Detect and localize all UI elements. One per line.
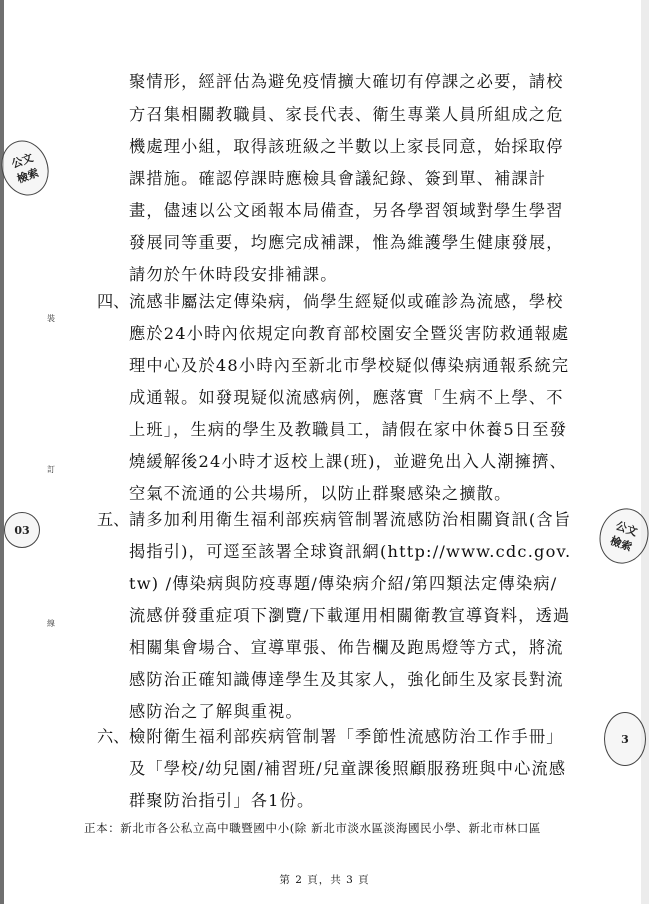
binding-mark-top: 裝: [47, 314, 55, 323]
paragraph-number: 五、: [97, 510, 130, 529]
document-seal-right-middle: 公文 檢索: [592, 501, 649, 570]
text-line: 空氣不流通的公共場所，以防止群聚感染之擴散。: [129, 484, 512, 503]
text-line: 檢附衛生福利部疾病管制署「季節性流感防治工作手冊」: [129, 727, 564, 746]
text-line: 感防治正確知識傳達學生及其家人，強化師生及家長對流: [129, 670, 564, 689]
text-line: tw) /傳染病與防疫專題/傳染病介紹/第四類法定傳染病/: [129, 574, 558, 593]
text-line: 流感非屬法定傳染病，倘學生經疑似或確診為流感，學校: [129, 292, 564, 311]
text-line: 聚情形，經評估為避免疫情擴大確切有停課之必要，請校: [129, 72, 564, 91]
page-number-footer: 第 2 頁，共 3 頁: [279, 874, 370, 886]
document-seal-left-top: 公文 檢索: [0, 134, 56, 202]
text-line: 感防治之了解與重視。: [129, 702, 303, 721]
binding-mark-middle: 訂: [47, 465, 55, 474]
paragraph-number: 六、: [97, 727, 130, 746]
paragraph-number: 四、: [97, 292, 130, 311]
text-line: 機處理小組，取得該班級之半數以上家長同意，始採取停: [129, 137, 564, 156]
text-line: 成通報。如發現疑似流感病例，應落實「生病不上學、不: [129, 388, 564, 407]
text-line: 理中心及於48小時內至新北市學校疑似傳染病通報系統完: [129, 356, 570, 375]
text-line: 課措施。確認停課時應檢具會議紀錄、簽到單、補課計: [129, 169, 547, 188]
text-line: 請多加利用衛生福利部疾病管制署流感防治相關資訊(含旨: [129, 510, 572, 529]
document-seal-right-bottom: 3: [604, 712, 646, 766]
right-edge-shade: [641, 0, 649, 904]
text-line: 發展同等重要，均應完成補課，惟為維護學生健康發展，: [129, 233, 564, 252]
text-line: 燒緩解後24小時才返校上課(班)，並避免出入人潮擁擠、: [129, 452, 567, 471]
text-line: 應於24小時內依規定向教育部校園安全暨災害防救通報處: [129, 324, 570, 343]
binding-mark-bottom: 線: [47, 619, 55, 628]
text-line: 相關集會場合、宣導單張、佈告欄及跑馬燈等方式，將流: [129, 638, 564, 657]
cc-recipients-line: 正本：新北市各公私立高中職暨國中小(除 新北市淡水區淡海國民小學、新北市林口區: [84, 821, 542, 835]
text-line: 請勿於午休時段安排補課。: [129, 265, 338, 284]
text-line: 方召集相關教職員、家長代表、衛生專業人員所組成之危: [129, 105, 564, 124]
text-line: 上班」，生病的學生及教職員工，請假在家中休養5日至發: [129, 420, 568, 439]
text-line: 及「學校/幼兒園/補習班/兒童課後照顧服務班與中心流感: [129, 759, 567, 778]
document-seal-left-middle: 03: [4, 512, 40, 548]
left-edge-rule: [0, 0, 4, 904]
text-line: 群聚防治指引」各1份。: [129, 791, 315, 810]
text-line: 畫，儘速以公文函報本局備查，另各學習領域對學生學習: [129, 201, 564, 220]
text-line: 流感併發重症項下瀏覽/下載運用相關衛教宣導資料，透過: [129, 606, 571, 625]
text-line: 揭指引)，可逕至該署全球資訊網(http://www.cdc.gov.: [129, 542, 572, 561]
